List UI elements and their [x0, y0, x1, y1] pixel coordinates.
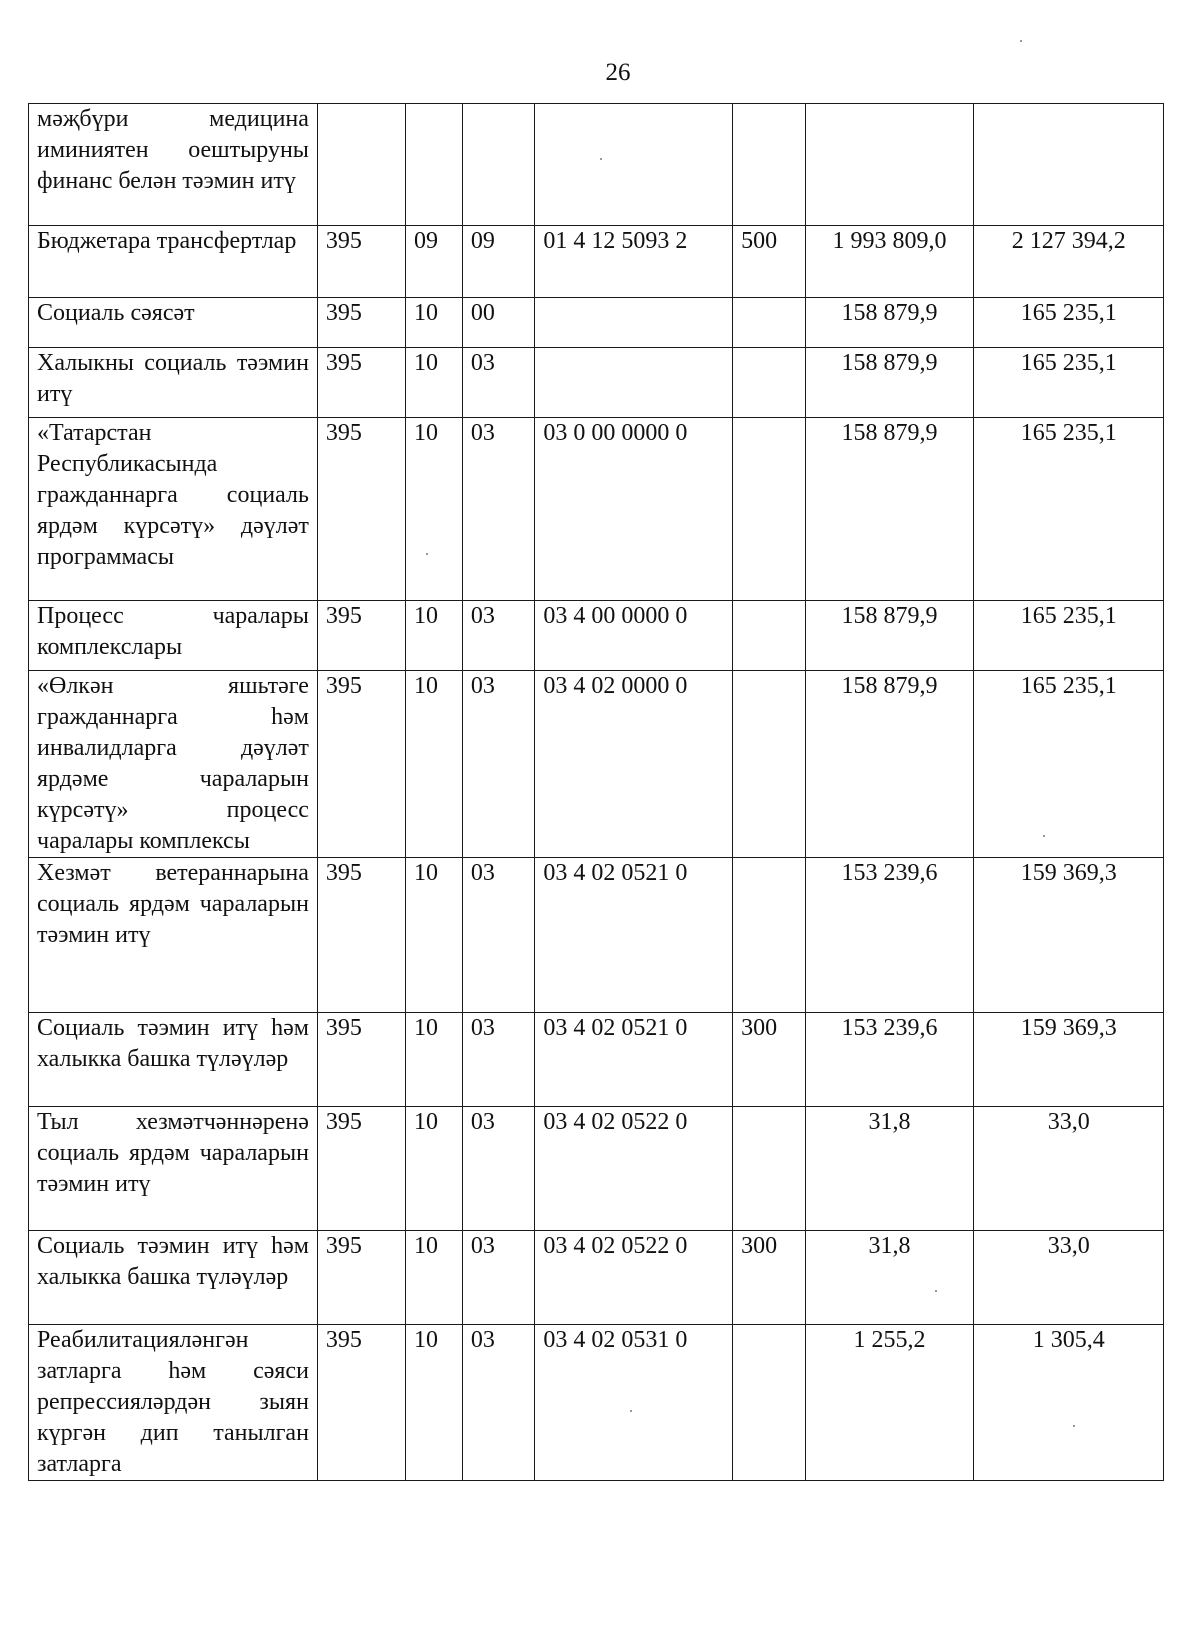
subsection-code-cell [462, 104, 534, 226]
subsection-code-cell: 03 [462, 1231, 534, 1325]
expense-type-cell [733, 418, 805, 601]
amount-year2-cell: 165 235,1 [974, 601, 1164, 671]
amount-year1-cell: 158 879,9 [805, 671, 974, 858]
row-name-cell: Социаль тәэмин итү һәм халыкка башка түләүләр [29, 1013, 318, 1107]
section-code-cell: 10 [405, 601, 462, 671]
target-article-cell: 03 4 02 0521 0 [535, 1013, 733, 1107]
expense-type-cell: 300 [733, 1231, 805, 1325]
amount-year1-cell: 158 879,9 [805, 348, 974, 418]
section-code-cell: 10 [405, 1231, 462, 1325]
scan-speck [1020, 40, 1022, 42]
table-row [29, 1325, 1164, 1481]
ministry-code-cell: 395 [317, 348, 405, 418]
expense-type-cell: 300 [733, 1013, 805, 1107]
subsection-code-cell: 00 [462, 298, 534, 348]
section-code-cell: 10 [405, 418, 462, 601]
target-article-cell: 03 4 02 0000 0 [535, 671, 733, 858]
subsection-code-cell: 03 [462, 418, 534, 601]
ministry-code-cell: 395 [317, 1107, 405, 1231]
section-code-cell: 10 [405, 858, 462, 1013]
expense-type-cell [733, 671, 805, 858]
table-row [29, 104, 1164, 226]
subsection-code-cell: 03 [462, 858, 534, 1013]
expense-type-cell [733, 601, 805, 671]
target-article-cell: 03 4 02 0521 0 [535, 858, 733, 1013]
ministry-code-cell: 395 [317, 858, 405, 1013]
scan-speck [600, 158, 602, 160]
ministry-code-cell: 395 [317, 298, 405, 348]
target-article-cell [535, 104, 733, 226]
section-code-cell: 09 [405, 226, 462, 298]
amount-year2-cell: 2 127 394,2 [974, 226, 1164, 298]
table-row [29, 348, 1164, 418]
row-name-cell: Бюджетара трансфертлар [29, 226, 318, 298]
amount-year2-cell: 33,0 [974, 1107, 1164, 1231]
expense-type-cell [733, 298, 805, 348]
ministry-code-cell [317, 104, 405, 226]
target-article-cell [535, 348, 733, 418]
amount-year1-cell: 158 879,9 [805, 298, 974, 348]
target-article-cell: 03 4 02 0531 0 [535, 1325, 733, 1481]
row-name-cell: Хезмәт ветераннарына социаль ярдәм чараларын тәэмин итү [29, 858, 318, 1013]
table-row [29, 226, 1164, 298]
subsection-code-cell: 03 [462, 1325, 534, 1481]
amount-year1-cell: 158 879,9 [805, 418, 974, 601]
section-code-cell [405, 104, 462, 226]
amount-year2-cell: 165 235,1 [974, 418, 1164, 601]
section-code-cell: 10 [405, 671, 462, 858]
scan-speck [1043, 835, 1045, 837]
amount-year2-cell: 33,0 [974, 1231, 1164, 1325]
target-article-cell [535, 298, 733, 348]
ministry-code-cell: 395 [317, 226, 405, 298]
row-name-cell: «Татарстан Республикасында гражданнарга социаль ярдәм күрсәтү» дәүләт программасы [29, 418, 318, 601]
amount-year2-cell: 159 369,3 [974, 1013, 1164, 1107]
ministry-code-cell: 395 [317, 601, 405, 671]
target-article-cell: 03 4 00 0000 0 [535, 601, 733, 671]
target-article-cell: 03 4 02 0522 0 [535, 1231, 733, 1325]
subsection-code-cell: 03 [462, 601, 534, 671]
table-row [29, 601, 1164, 671]
expense-type-cell: 500 [733, 226, 805, 298]
section-code-cell: 10 [405, 1325, 462, 1481]
page-number: 26 [605, 59, 631, 86]
subsection-code-cell: 09 [462, 226, 534, 298]
row-name-cell: Реабилитацияләнгән затларга һәм сәяси репрессияләрдән зыян күргән дип танылган затларга [29, 1325, 318, 1481]
budget-table [28, 103, 1164, 1481]
ministry-code-cell: 395 [317, 1231, 405, 1325]
target-article-cell: 01 4 12 5093 2 [535, 226, 733, 298]
table-row [29, 298, 1164, 348]
amount-year2-cell: 165 235,1 [974, 671, 1164, 858]
ministry-code-cell: 395 [317, 671, 405, 858]
ministry-code-cell: 395 [317, 1013, 405, 1107]
amount-year1-cell: 153 239,6 [805, 1013, 974, 1107]
row-name-cell: мәҗбүри медицина иминиятен оештыруны финанс белән тәэмин итү [29, 104, 318, 226]
table-row [29, 671, 1164, 858]
row-name-cell: Социаль тәэмин итү һәм халыкка башка түләүләр [29, 1231, 318, 1325]
scan-speck [630, 1410, 632, 1412]
amount-year1-cell: 31,8 [805, 1231, 974, 1325]
section-code-cell: 10 [405, 1013, 462, 1107]
amount-year2-cell: 159 369,3 [974, 858, 1164, 1013]
table-row [29, 1231, 1164, 1325]
scan-speck [1073, 1425, 1075, 1427]
amount-year2-cell: 1 305,4 [974, 1325, 1164, 1481]
expense-type-cell [733, 1325, 805, 1481]
scan-speck [426, 553, 428, 555]
amount-year1-cell: 1 255,2 [805, 1325, 974, 1481]
table-row [29, 1013, 1164, 1107]
row-name-cell: Процесс чаралары комплекслары [29, 601, 318, 671]
scan-speck [935, 1290, 937, 1292]
row-name-cell: Халыкны социаль тәэмин итү [29, 348, 318, 418]
amount-year2-cell: 165 235,1 [974, 348, 1164, 418]
expense-type-cell [733, 1107, 805, 1231]
section-code-cell: 10 [405, 298, 462, 348]
target-article-cell: 03 0 00 0000 0 [535, 418, 733, 601]
table-row [29, 418, 1164, 601]
amount-year1-cell: 158 879,9 [805, 601, 974, 671]
amount-year1-cell: 1 993 809,0 [805, 226, 974, 298]
subsection-code-cell: 03 [462, 671, 534, 858]
ministry-code-cell: 395 [317, 418, 405, 601]
expense-type-cell [733, 348, 805, 418]
ministry-code-cell: 395 [317, 1325, 405, 1481]
row-name-cell: Социаль сәясәт [29, 298, 318, 348]
row-name-cell: Тыл хезмәтчәннәренә социаль ярдәм чараларын тәэмин итү [29, 1107, 318, 1231]
amount-year1-cell: 153 239,6 [805, 858, 974, 1013]
target-article-cell: 03 4 02 0522 0 [535, 1107, 733, 1231]
section-code-cell: 10 [405, 1107, 462, 1231]
expense-type-cell [733, 858, 805, 1013]
amount-year2-cell [974, 104, 1164, 226]
row-name-cell: «Өлкән яшьтәге гражданнарга һәм инвалидларга дәүләт ярдәме чараларын күрсәтү» процесс чаралары комплексы [29, 671, 318, 858]
amount-year1-cell [805, 104, 974, 226]
expense-type-cell [733, 104, 805, 226]
table-row [29, 858, 1164, 1013]
amount-year2-cell: 165 235,1 [974, 298, 1164, 348]
section-code-cell: 10 [405, 348, 462, 418]
subsection-code-cell: 03 [462, 1013, 534, 1107]
subsection-code-cell: 03 [462, 348, 534, 418]
subsection-code-cell: 03 [462, 1107, 534, 1231]
table-row [29, 1107, 1164, 1231]
amount-year1-cell: 31,8 [805, 1107, 974, 1231]
